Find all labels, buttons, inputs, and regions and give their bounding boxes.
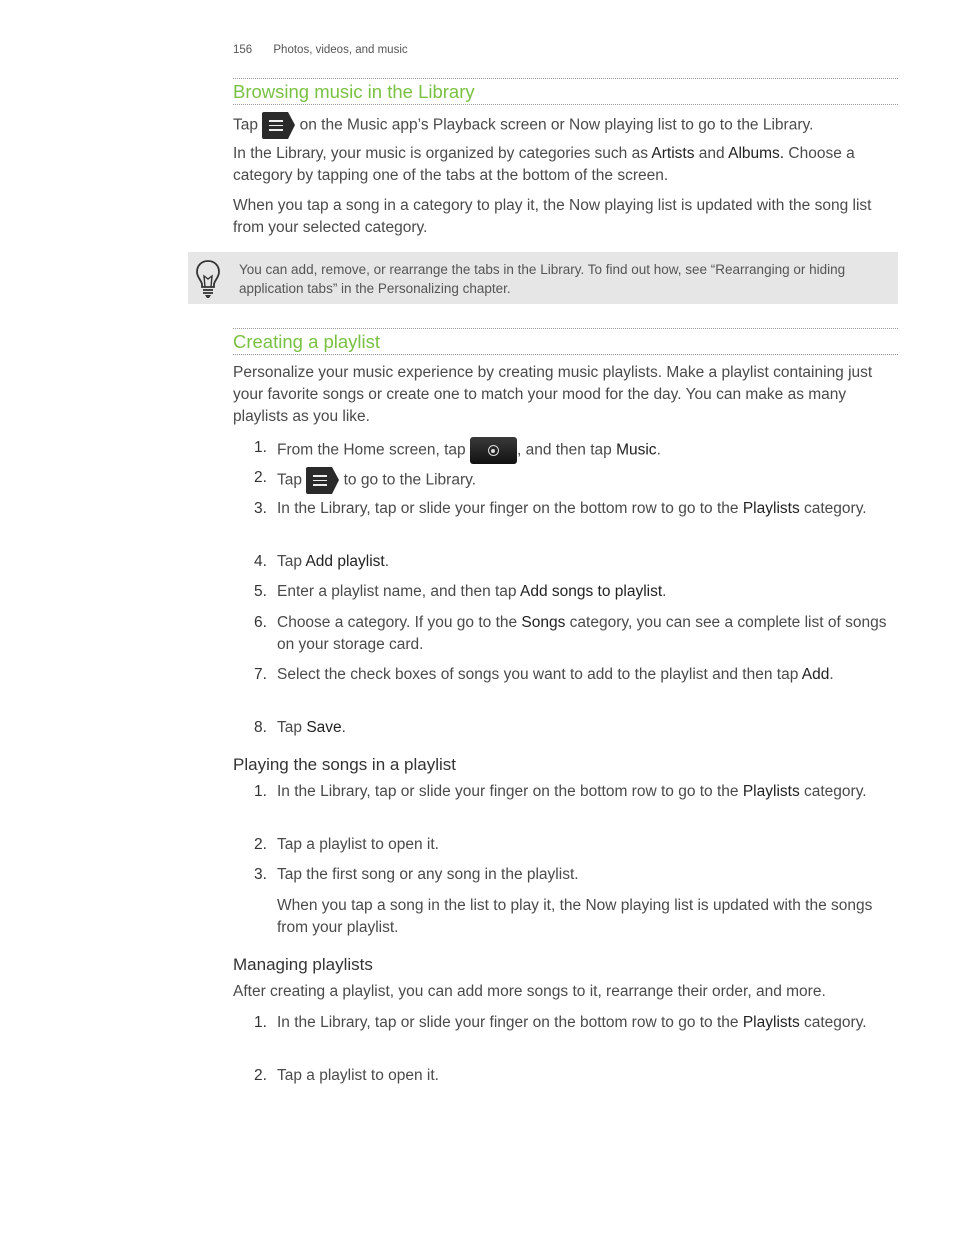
text: category. [799, 783, 867, 800]
text: In the Library, your music is organized by categories such as [233, 145, 652, 162]
list-number: 1. [254, 1014, 267, 1031]
text: In the Library, tap or slide your finger on the bottom row to go to the [277, 783, 743, 800]
step-note: When you tap a song in the list to play it, the Now playing list is updated with the songs from your playlist. [277, 897, 873, 936]
home-apps-icon [470, 437, 517, 464]
list-number: 7. [254, 666, 267, 683]
text: Tap [277, 471, 307, 489]
tip-text: You can add, remove, or rearrange the tabs in the Library. To find out how, see “Rearranging or hiding application tabs” in the Personalizing chapter. [239, 262, 846, 296]
tip-box [188, 252, 898, 304]
text: . [341, 719, 346, 736]
library-menu-icon [262, 112, 295, 139]
text: In the Library, tap or slide your finger on the bottom row to go to the [277, 500, 743, 517]
text: . [384, 553, 390, 570]
artists-term: Artists [651, 145, 695, 162]
text: on the Music app’s Playback screen or Now playing list to go to the Library. [299, 116, 814, 134]
list-number: 2. [254, 836, 267, 853]
songs-term: Songs [521, 614, 566, 631]
paragraph-playlist-intro: Personalize your music experience by creating music playlists. Make a playlist containing just your favorite songs or create one to match your mood for the day. You can make as many playlists as you like. [233, 364, 873, 425]
text: In the Library, tap or slide your finger on the bottom row to go to the [277, 1014, 743, 1031]
list-text: Tap a playlist to open it. [277, 1067, 439, 1084]
list-number: 2. [254, 1067, 267, 1084]
save-term: Save [306, 719, 342, 736]
text: . [656, 441, 661, 459]
music-term: Music [616, 441, 657, 459]
text: to go to the Library. [339, 471, 477, 489]
text: Choose a category. If you go to the [277, 614, 522, 631]
text: Tap [277, 719, 307, 736]
list-number: 3. [254, 500, 267, 517]
subheading-playing-songs: Playing the songs in a playlist [233, 755, 457, 774]
section-heading-creating-playlist: Creating a playlist [233, 328, 898, 355]
list-number: 8. [254, 719, 267, 736]
text: Enter a playlist name, and then tap [277, 583, 520, 600]
playlists-term: Playlists [742, 783, 800, 800]
playlists-term: Playlists [742, 500, 800, 517]
subheading-managing-playlists: Managing playlists [233, 955, 373, 974]
chapter-title: Photos, videos, and music [273, 44, 408, 56]
running-header [233, 44, 408, 56]
list-number: 1. [254, 439, 267, 456]
list-text: Tap a playlist to open it. [277, 836, 439, 853]
page-number: 156 [233, 44, 253, 56]
list-text: Tap the first song or any song in the playlist. [277, 866, 579, 883]
lightbulb-icon [195, 259, 221, 299]
text: category. [799, 500, 867, 517]
list-number: 4. [254, 553, 267, 570]
text: . [662, 583, 667, 600]
list-number: 5. [254, 583, 267, 600]
add-songs-term: Add songs to playlist [520, 583, 663, 600]
list-number: 6. [254, 614, 267, 631]
paragraph-categories [233, 143, 901, 187]
text: Select the check boxes of songs you want to add to the playlist and then tap [277, 666, 802, 683]
section-heading-browsing: Browsing music in the Library [233, 78, 898, 105]
text: Tap [233, 116, 258, 134]
text: . [829, 666, 834, 683]
text: Tap [277, 553, 306, 570]
text: and [694, 145, 729, 162]
paragraph-now-playing: When you tap a song in a category to play it, the Now playing list is updated with the song list from your selected category. [233, 197, 872, 236]
paragraph-managing-intro: After creating a playlist, you can add more songs to it, rearrange their order, and more. [233, 983, 826, 1000]
list-number: 2. [254, 469, 267, 486]
text: From the Home screen, tap [277, 441, 470, 459]
add-playlist-term: Add playlist [305, 553, 385, 570]
text: category, you can see a complete list of songs on your storage card. [277, 614, 887, 653]
text: , and then tap [516, 441, 617, 459]
albums-term: Albums. [728, 145, 785, 162]
add-term: Add [801, 666, 830, 683]
list-number: 3. [254, 866, 267, 883]
playlists-term: Playlists [742, 1014, 800, 1031]
library-menu-icon [306, 467, 339, 494]
text: category. [799, 1014, 867, 1031]
paragraph-tap-library [233, 112, 901, 139]
text: Choose a category by tapping one of the tabs at the bottom of the screen. [233, 145, 855, 184]
list-number: 1. [254, 783, 267, 800]
